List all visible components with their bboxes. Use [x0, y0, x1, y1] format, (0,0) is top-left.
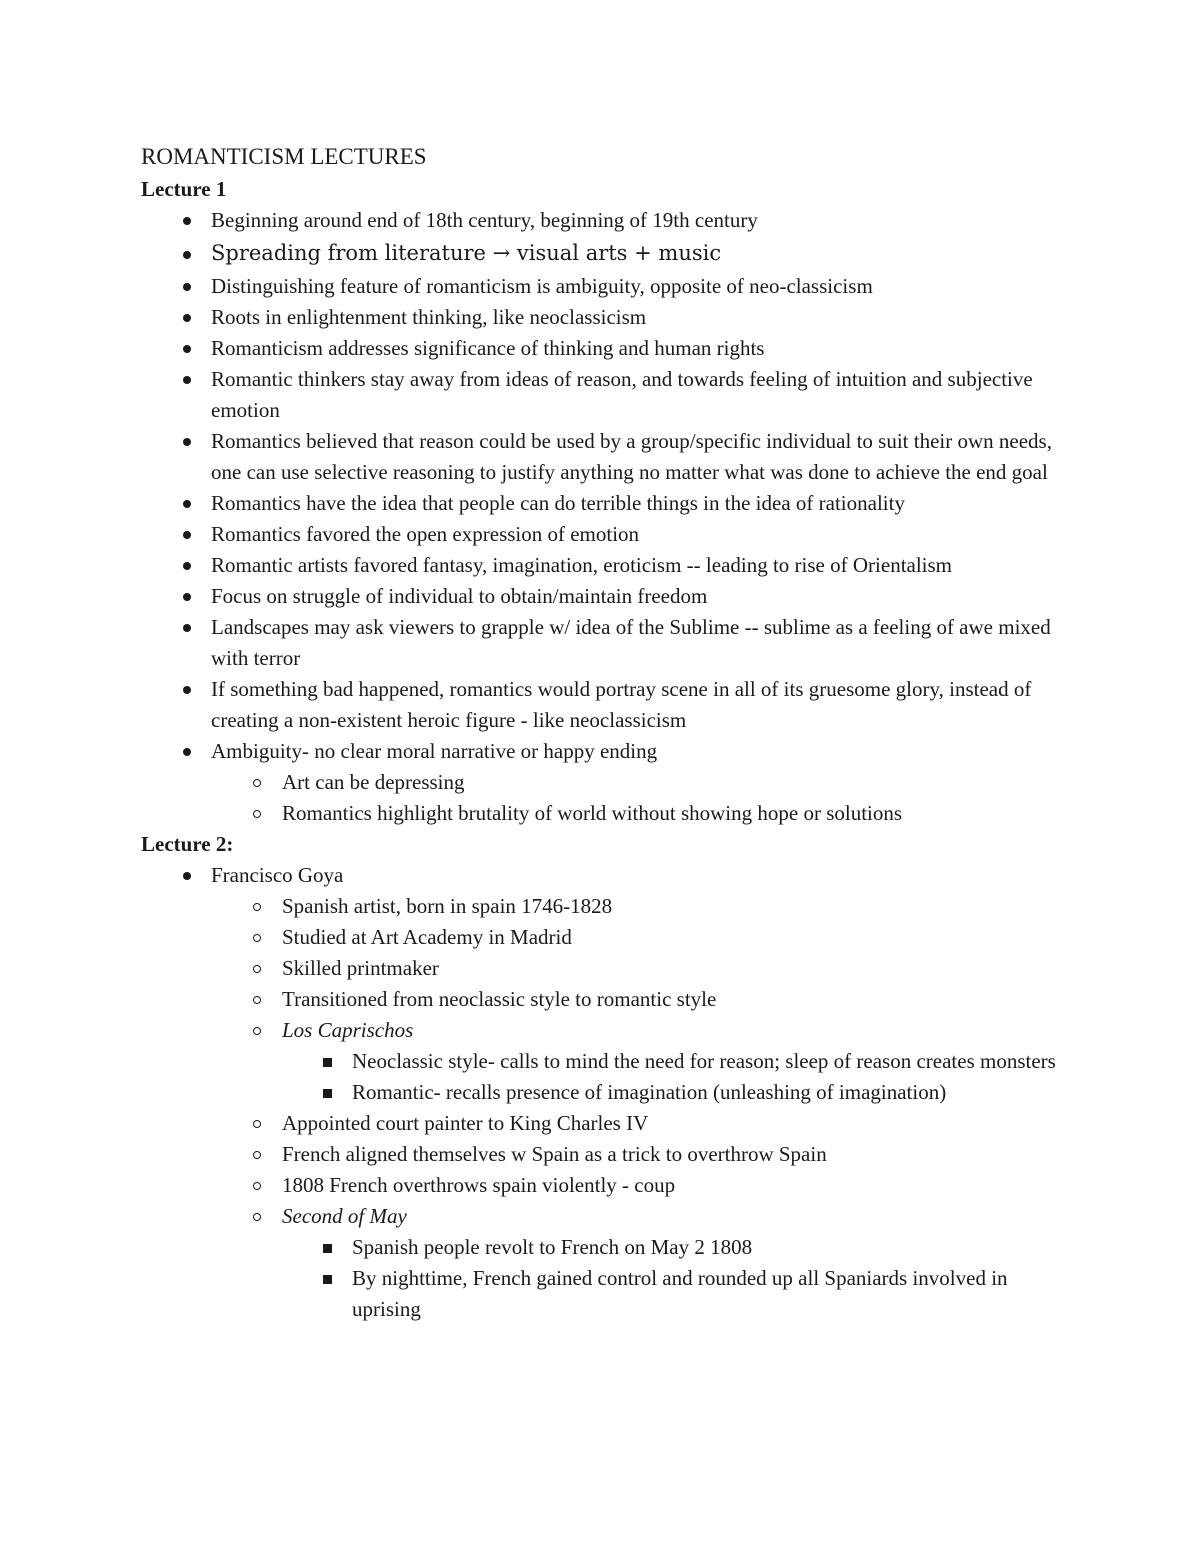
list-item: Distinguishing feature of romanticism is ambiguity, opposite of neo-classicism: [141, 271, 1071, 302]
lecture-2-heading: Lecture 2:: [141, 832, 234, 856]
lecture-1-heading: Lecture 1: [141, 177, 227, 201]
bullet-icon: [179, 205, 195, 237]
bullet-icon: [179, 426, 195, 458]
bullet-icon: [249, 891, 265, 922]
list-item: Focus on struggle of individual to obtain/maintain freedom: [141, 581, 1071, 612]
list-item: 1808 French overthrows spain violently - coup: [141, 1170, 1071, 1201]
bullet-icon: [249, 1015, 265, 1046]
list-item: French aligned themselves w Spain as a trick to overthrow Spain: [141, 1139, 1071, 1170]
second-of-may-sublist: [141, 1232, 1071, 1325]
goya-sublist: [141, 891, 1071, 1325]
list-item: Skilled printmaker: [141, 953, 1071, 984]
document-page: [141, 140, 1071, 1325]
bullet-icon: [249, 1201, 265, 1232]
bullet-icon: [249, 1139, 265, 1170]
list-item: Romantics have the idea that people can do terrible things in the idea of rationality: [141, 488, 1071, 519]
list-item: Spanish people revolt to French on May 2 1808: [141, 1232, 1071, 1263]
bullet-icon: [179, 238, 195, 273]
list-item: Studied at Art Academy in Madrid: [141, 922, 1071, 953]
bullet-icon: [319, 1077, 335, 1110]
bullet-icon: [249, 922, 265, 953]
list-item: Romanticism addresses significance of thinking and human rights: [141, 333, 1071, 364]
list-item: Los Caprischos Neoclassic style- calls to mind the need for reason; sleep of reason creates monsters Romantic- recalls presence of imagination (unleashing of imagination): [141, 1015, 1071, 1108]
ambiguity-sublist: [141, 767, 1071, 829]
bullet-icon: [249, 984, 265, 1015]
bullet-icon: [179, 488, 195, 520]
list-item: Spreading from literature → visual arts + music: [141, 236, 1071, 271]
list-item: Ambiguity- no clear moral narrative or happy ending Art can be depressing Romantics highlight brutality of world without showing hope or solutions: [141, 736, 1071, 829]
list-item: Romantic- recalls presence of imagination (unleashing of imagination): [141, 1077, 1071, 1108]
list-item: Landscapes may ask viewers to grapple w/ idea of the Sublime -- sublime as a feeling of awe mixed with terror: [141, 612, 1071, 674]
bullet-icon: [249, 1108, 265, 1139]
list-item: Romantics believed that reason could be used by a group/specific individual to suit their own needs, one can use selective reasoning to justify anything no matter what was done to achieve the end goal: [141, 426, 1071, 488]
bullet-icon: [179, 550, 195, 582]
list-item: Romantic thinkers stay away from ideas of reason, and towards feeling of intuition and subjective emotion: [141, 364, 1071, 426]
bullet-icon: [249, 767, 265, 798]
bullet-icon: [319, 1046, 335, 1079]
lecture-2-list: [141, 860, 1071, 1325]
bullet-icon: [179, 860, 195, 892]
bullet-icon: [249, 953, 265, 984]
bullet-icon: [179, 333, 195, 365]
list-item: Appointed court painter to King Charles IV: [141, 1108, 1071, 1139]
list-item: Art can be depressing: [141, 767, 1071, 798]
list-item: Spanish artist, born in spain 1746-1828: [141, 891, 1071, 922]
bullet-icon: [179, 271, 195, 303]
bullet-icon: [179, 581, 195, 613]
list-item: Beginning around end of 18th century, beginning of 19th century: [141, 205, 1071, 236]
list-item: Roots in enlightenment thinking, like neoclassicism: [141, 302, 1071, 333]
list-item: Romantic artists favored fantasy, imagination, eroticism -- leading to rise of Orientalism: [141, 550, 1071, 581]
bullet-icon: [249, 798, 265, 829]
bullet-icon: [179, 736, 195, 768]
lecture-1-list: [141, 205, 1071, 829]
list-item: Neoclassic style- calls to mind the need for reason; sleep of reason creates monsters: [141, 1046, 1071, 1077]
list-item: Francisco Goya Spanish artist, born in spain 1746-1828 Studied at Art Academy in Madrid Skilled printmaker Transitioned from neoclassic style to romantic style Los Caprischos Neoclassic style- calls to mind the need for reason; sleep of reason creates monsters Romantic- recalls presence of imagination (unleashing of imagination) Appointed court painter to King Charles IV French aligned themselves w Spain as a trick to overthrow Spain 1808 French overthrows spain violently - coup Second of May Spanish people revolt to French on May 2 1808 By nighttime, French gained control and rounded up all Spaniards involved in uprising: [141, 860, 1071, 1325]
bullet-icon: [179, 364, 195, 396]
list-item: Romantics highlight brutality of world without showing hope or solutions: [141, 798, 1071, 829]
bullet-icon: [179, 302, 195, 334]
bullet-icon: [179, 612, 195, 644]
list-item: Transitioned from neoclassic style to romantic style: [141, 984, 1071, 1015]
caprichos-sublist: [141, 1046, 1071, 1108]
list-item: Second of May Spanish people revolt to French on May 2 1808 By nighttime, French gained control and rounded up all Spaniards involved in uprising: [141, 1201, 1071, 1325]
bullet-icon: [179, 674, 195, 706]
list-item: By nighttime, French gained control and rounded up all Spaniards involved in uprising: [141, 1263, 1071, 1325]
list-item: If something bad happened, romantics would portray scene in all of its gruesome glory, instead of creating a non-existent heroic figure - like neoclassicism: [141, 674, 1071, 736]
bullet-icon: [319, 1263, 335, 1296]
document-title: ROMANTICISM LECTURES: [141, 144, 427, 169]
bullet-icon: [319, 1232, 335, 1265]
list-item: Romantics favored the open expression of emotion: [141, 519, 1071, 550]
bullet-icon: [179, 519, 195, 551]
bullet-icon: [249, 1170, 265, 1201]
